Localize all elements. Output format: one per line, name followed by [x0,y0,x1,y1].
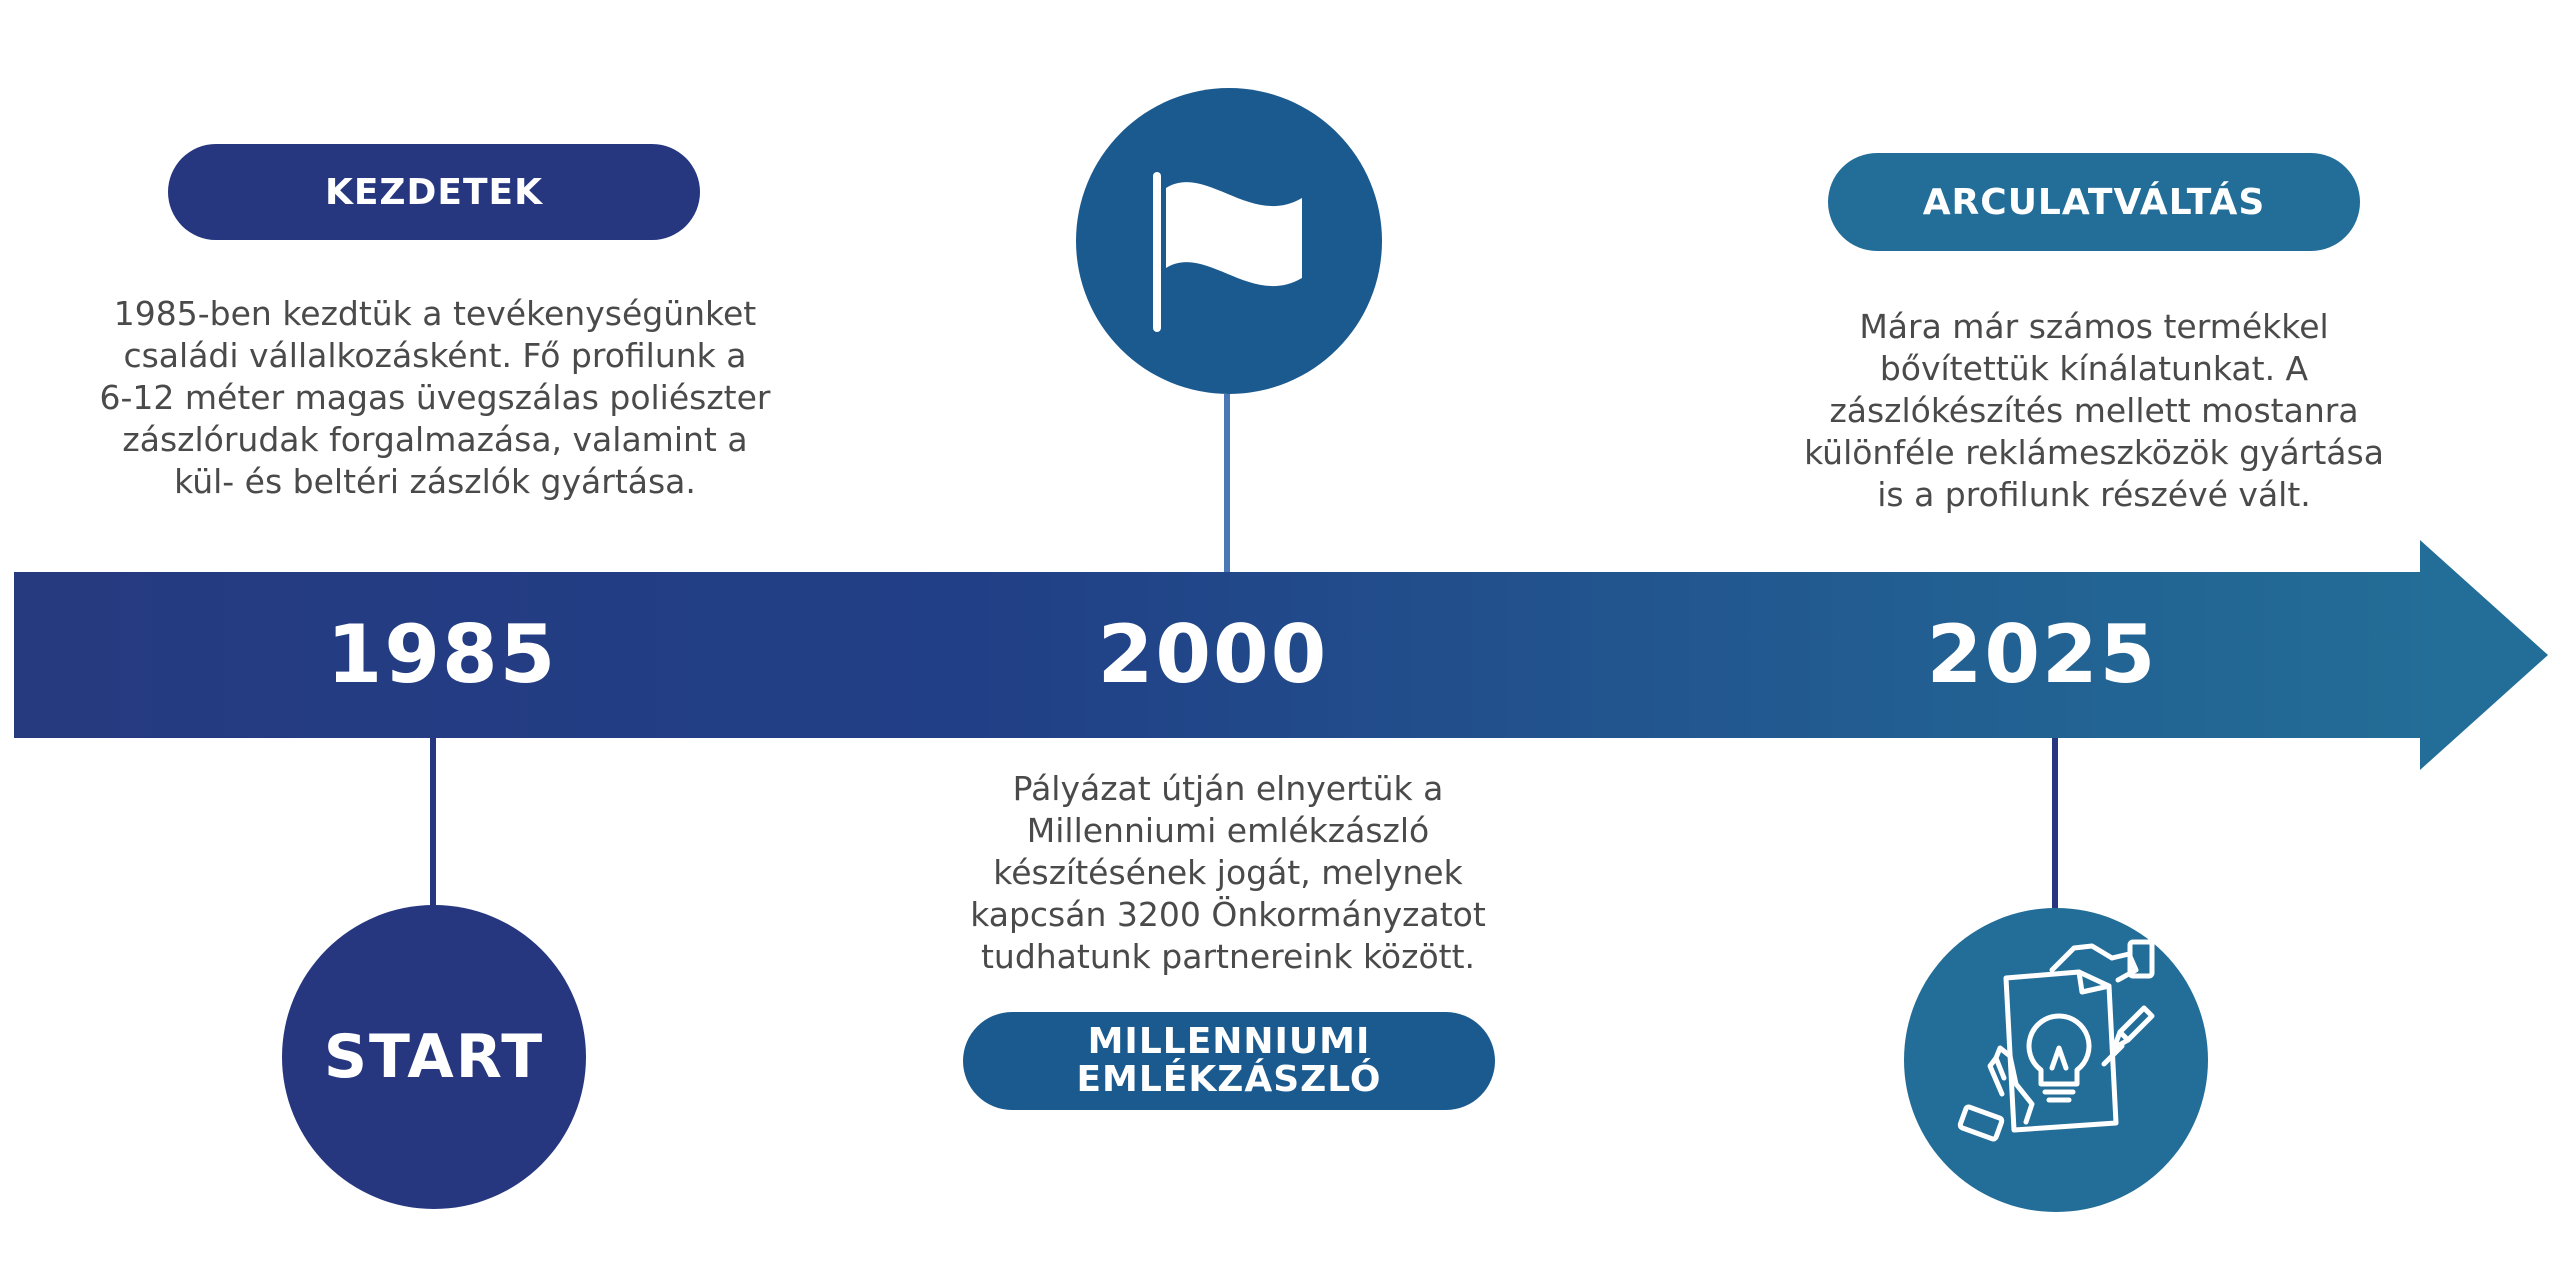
description-line: Mára már számos termékkel [1859,307,2329,346]
description-line: zászlókészítés mellett mostanra [1829,391,2359,430]
description-line: Millenniumi emlékzászló [1026,811,1430,850]
kezdetek-pill: KEZDETEK [168,144,700,240]
kezdetek-description [90,293,780,503]
description-line: 6-12 méter magas üvegszálas poliészter [99,378,771,417]
description-line: bővítettük kínálatunkat. A [1879,349,2309,388]
description-line: készítésének jogát, melynek [993,853,1463,892]
connector-2000 [1224,394,1230,572]
description-line: kül- és beltéri zászlók gyártása. [174,462,696,501]
year-2000: 2000 [1097,608,1329,701]
millennium-description [900,768,1556,978]
millennium-pill-line: EMLÉKZÁSZLÓ [1076,1059,1382,1100]
millennium-pill [963,1012,1495,1110]
idea-collaboration-icon [1904,908,2208,1212]
description-line: tudhatunk partnereink között. [980,937,1476,976]
description-line: kapcsán 3200 Önkormányzatot [970,895,1486,934]
rebrand-description [1780,306,2408,516]
idea-circle [1904,908,2208,1212]
flag-circle [1076,88,1382,394]
flag-icon [1076,88,1382,394]
description-line: családi vállalkozásként. Fő profilunk a [123,336,747,375]
description-line: zászlórudak forgalmazása, valamint a [122,420,748,459]
description-line: is a profilunk részévé vált. [1877,475,2311,514]
connector-1985 [430,738,436,908]
description-line: különféle reklámeszközök gyártása [1804,433,2384,472]
millennium-pill-line: MILLENNIUMI [1087,1021,1371,1062]
description-line: Pályázat útján elnyertük a [1012,769,1444,808]
description-line: 1985-ben kezdtük a tevékenységünket [113,294,757,333]
timeline-arrow-head [2420,540,2548,770]
start-label: START [323,1022,545,1092]
start-circle [282,905,586,1209]
connector-2025 [2052,738,2058,910]
year-1985: 1985 [326,608,558,701]
year-2025: 2025 [1926,608,2158,701]
arculatvaltas-pill: ARCULATVÁLTÁS [1828,153,2360,251]
